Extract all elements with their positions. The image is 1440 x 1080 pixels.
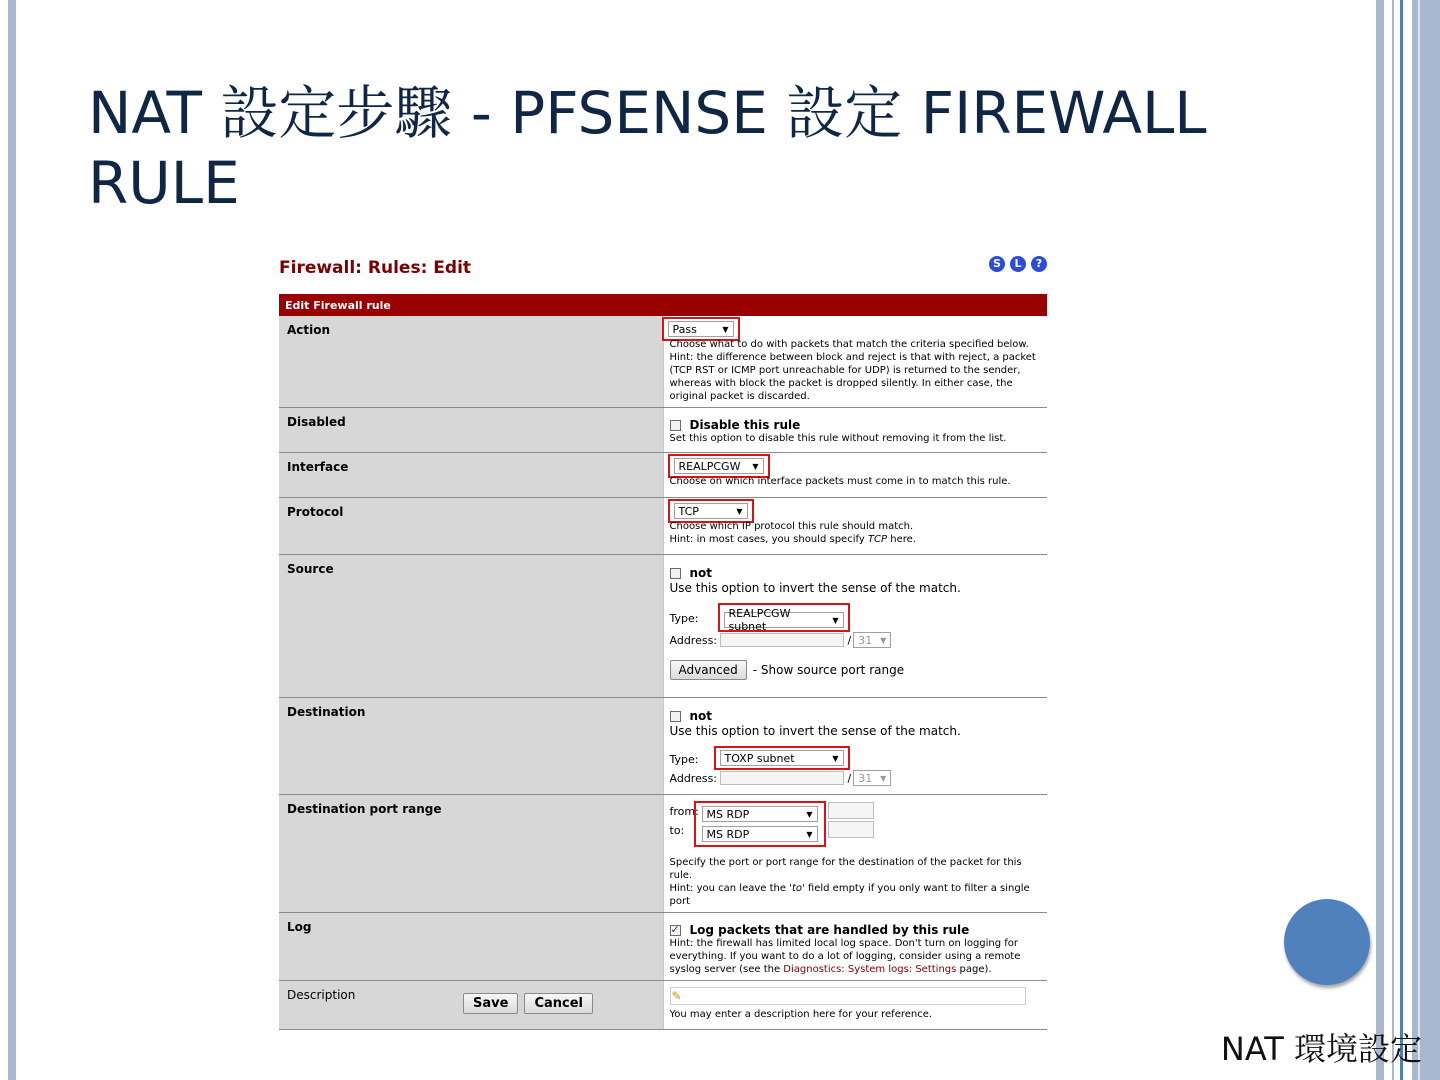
- destination-invert-hint: Use this option to invert the sense of the match.: [669, 724, 961, 738]
- right-border-band: [1412, 0, 1440, 1080]
- source-mask-select[interactable]: 31 ▼: [853, 632, 891, 648]
- port-to-custom-input[interactable]: [828, 821, 874, 838]
- form-actions: [463, 993, 593, 1014]
- source-cell: not Use this option to invert the sense of the match. Type: REALPCGW subnet ▼ Address: / 31 ▼ Advanced - Show source port range: [663, 555, 1047, 698]
- chevron-down-icon: ▼: [722, 324, 729, 334]
- source-not-label: not: [689, 566, 713, 580]
- left-border-bar: [8, 0, 16, 1080]
- syslog-settings-link[interactable]: Diagnostics: System logs: Settings: [783, 964, 957, 975]
- disable-rule-label: Disable this rule: [689, 418, 801, 432]
- protocol-hint-detail: Hint: in most cases, you should specify TCP here.: [669, 534, 916, 545]
- table-header: Edit Firewall rule: [279, 294, 1047, 316]
- right-border-line: [1392, 0, 1394, 1080]
- right-border-highlight: [1418, 0, 1420, 1080]
- source-type-highlight: [718, 603, 850, 632]
- help-icons: [989, 256, 1047, 272]
- log-row: [279, 913, 1047, 981]
- protocol-cell: [663, 498, 1047, 555]
- chevron-down-icon: ▼: [832, 753, 839, 763]
- log-packets-label: Log packets that are handled by this rule: [689, 923, 970, 937]
- action-select[interactable]: Pass ▼: [668, 321, 734, 337]
- chevron-down-icon: ▼: [880, 635, 887, 645]
- chevron-down-icon: ▼: [880, 773, 887, 783]
- log-hint: Hint: the firewall has limited local log space. Don't turn on logging for everything. If you want to do a lot of logging, consider using a remote syslog server (see the Diagnostics: System logs: Settings page).: [669, 938, 1021, 975]
- port-range-label: Destination port range: [279, 795, 663, 913]
- destination-type-highlight: [714, 746, 850, 770]
- log-label: Log: [279, 913, 663, 981]
- destination-row: [279, 698, 1047, 795]
- description-label: Description: [279, 981, 663, 1030]
- port-to-select[interactable]: MS RDP ▼: [702, 826, 818, 842]
- source-advanced-hint: - Show source port range: [752, 663, 905, 677]
- port-from-custom-input[interactable]: [828, 802, 874, 819]
- port-range-row: [279, 795, 1047, 913]
- destination-type-label: Type:: [669, 752, 699, 766]
- chevron-down-icon: ▼: [806, 829, 813, 839]
- port-to-label: to:: [669, 824, 685, 837]
- source-invert-hint: Use this option to invert the sense of the match.: [669, 581, 961, 595]
- interface-label: Interface: [279, 453, 663, 498]
- description-cell: [663, 981, 1047, 1030]
- action-cell: [663, 316, 1047, 408]
- destination-cell: not Use this option to invert the sense of the match. Type: TOXP subnet ▼ Address: / 31 ▼: [663, 698, 1047, 795]
- slide-footer: NAT 環境設定: [1220, 1030, 1422, 1068]
- help-icon[interactable]: ?: [1031, 256, 1047, 272]
- destination-mask-select[interactable]: 31 ▼: [853, 770, 891, 786]
- description-hint: You may enter a description here for your reference.: [669, 1009, 933, 1020]
- action-hint: Choose what to do with packets that match the criteria specified below.: [669, 339, 1029, 350]
- page-title: Firewall: Rules: Edit: [279, 258, 472, 278]
- cancel-button[interactable]: Cancel: [524, 993, 593, 1014]
- port-from-select[interactable]: MS RDP ▼: [702, 806, 818, 822]
- protocol-row: [279, 498, 1047, 555]
- interface-row: [279, 453, 1047, 498]
- destination-address-label: Address:: [669, 771, 718, 785]
- log-cell: [663, 913, 1047, 981]
- source-not-checkbox[interactable]: [670, 568, 681, 579]
- source-advanced-button[interactable]: Advanced: [670, 660, 747, 680]
- disabled-cell: [663, 408, 1047, 453]
- source-address-input[interactable]: [720, 633, 844, 647]
- chevron-down-icon: ▼: [832, 615, 839, 625]
- status-shortcut-icon[interactable]: S: [989, 256, 1005, 272]
- chevron-down-icon: ▼: [806, 809, 813, 819]
- description-row: [279, 981, 1047, 1030]
- interface-cell: [663, 453, 1047, 498]
- destination-not-label: not: [689, 709, 713, 723]
- action-row: [279, 316, 1047, 408]
- port-range-hint-detail: Hint: you can leave the 'to' field empty if you only want to filter a single port: [669, 883, 1030, 907]
- description-input[interactable]: [670, 987, 1026, 1005]
- pencil-icon: ✎: [671, 989, 682, 1003]
- interface-select[interactable]: REALPCGW ▼: [674, 458, 764, 474]
- disabled-row: [279, 408, 1047, 453]
- disable-rule-checkbox[interactable]: [670, 420, 681, 431]
- source-row: [279, 555, 1047, 698]
- source-type-label: Type:: [669, 612, 699, 625]
- right-border-bar: [1376, 0, 1384, 1080]
- destination-not-checkbox[interactable]: [670, 711, 681, 722]
- right-border-accent: [1400, 0, 1403, 1080]
- destination-type-select[interactable]: TOXP subnet ▼: [720, 750, 844, 766]
- port-range-highlight: [694, 801, 826, 847]
- save-button[interactable]: Save: [463, 993, 518, 1014]
- disabled-hint: Set this option to disable this rule without removing it from the list.: [669, 433, 1007, 444]
- edit-rule-table: [279, 294, 1047, 1030]
- chevron-down-icon: ▼: [736, 506, 743, 516]
- source-label: Source: [279, 555, 663, 698]
- chevron-down-icon: ▼: [752, 461, 759, 471]
- port-range-cell: [663, 795, 1047, 913]
- slide-title: NAT 設定步驟 - PFSENSE 設定 FIREWALL RULE: [88, 79, 1207, 217]
- disabled-label: Disabled: [279, 408, 663, 453]
- interface-hint: Choose on which interface packets must come in to match this rule.: [669, 476, 1011, 487]
- protocol-hint: Choose which IP protocol this rule should match.: [669, 521, 914, 532]
- port-from-label: from:: [669, 805, 699, 818]
- source-type-select[interactable]: REALPCGW subnet ▼: [724, 612, 844, 628]
- action-label: Action: [279, 316, 663, 408]
- port-range-hint: Specify the port or port range for the destination of the packet for this rule.: [669, 857, 1022, 881]
- destination-address-input[interactable]: [720, 771, 844, 785]
- source-address-label: Address:: [669, 633, 718, 647]
- action-hint-detail: Hint: the difference between block and reject is that with reject, a packet (TCP RST or ICMP port unreachable for UDP) is returned to the sender, whereas with block the packet is dropped silently. In either case, the original packet is discarded.: [669, 352, 1036, 402]
- protocol-label: Protocol: [279, 498, 663, 555]
- protocol-select[interactable]: TCP ▼: [674, 503, 748, 519]
- destination-label: Destination: [279, 698, 663, 795]
- log-shortcut-icon[interactable]: L: [1010, 256, 1026, 272]
- decorative-circle: [1284, 899, 1370, 985]
- log-packets-checkbox[interactable]: [670, 925, 681, 936]
